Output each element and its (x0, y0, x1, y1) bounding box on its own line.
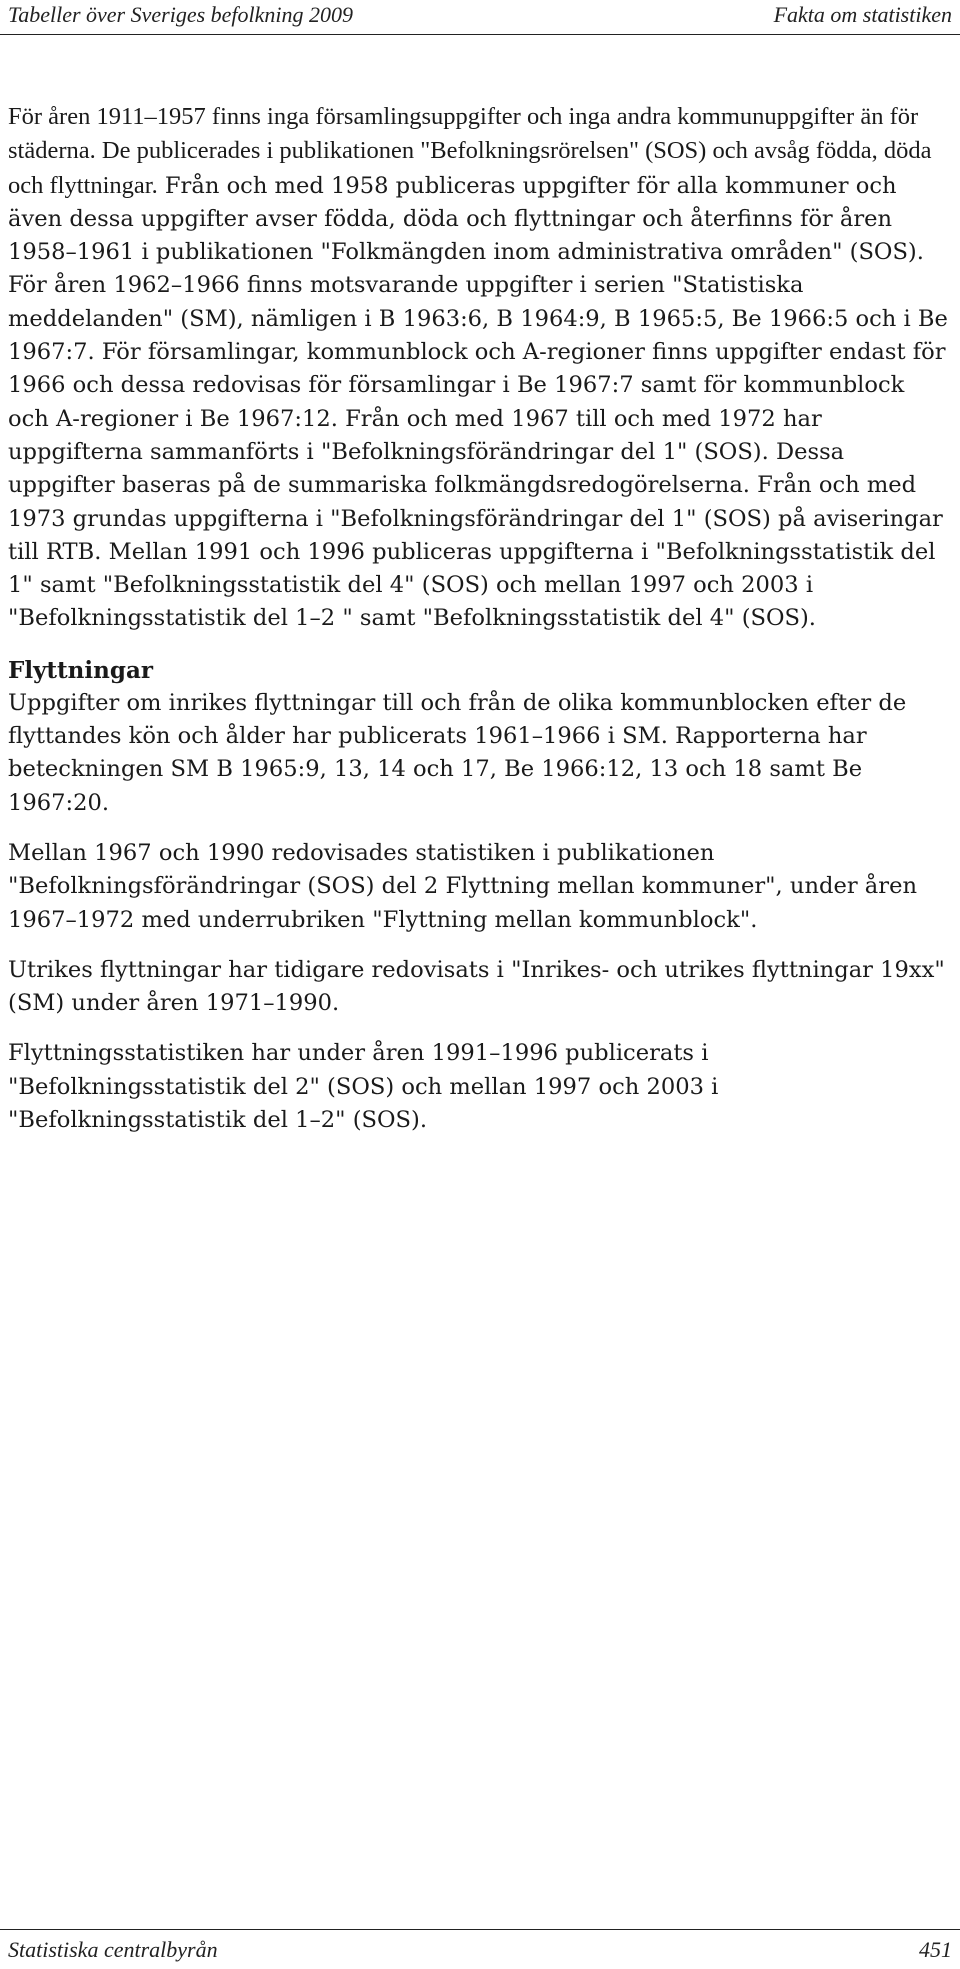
section-paragraph: Utrikes flyttningar har tidigare redovisats i "Inrikes- och utrikes flyttningar 19xx" (SM) under åren 1971–1990. (8, 956, 945, 1017)
section-paragraph: Mellan 1967 och 1990 redovisades statistiken i publikationen "Befolkningsförändringar (SOS) del 2 Flyttning mellan kommuner", under åren 1967–1972 med underrubriken "Flyttning mellan kommunblock". (8, 839, 918, 933)
intro-paragraph (8, 100, 952, 636)
intro-lead-text: För åren 1911–1957 finns inga församlingsuppgifter och inga andra kommunuppgifter än för städerna. De publicerades i publikationen "Befolkningsrörelsen" (SOS) och avsåg födda, döda och flyttningar. (8, 103, 932, 199)
running-footer (8, 1935, 952, 1965)
section-paragraph: Uppgifter om inrikes flyttningar till och från de olika kommunblocken efter de flyttandes kön och ålder har publicerats 1961–1966 i SM. Rapporterna har beteckningen SM B 1965:9, 13, 14 och 17, Be 1966:12, 13 och 18 samt Be 1967:20. (8, 689, 907, 816)
header-section-title: Fakta om statistiken (773, 2, 952, 27)
footer-publisher: Statistiska centralbyrån (8, 1937, 218, 1962)
section-heading-flyttningar: Flyttningar (8, 656, 153, 684)
section-paragraph: Flyttningsstatistiken har under åren 1991–1996 publicerats i "Befolkningsstatistik del 2" (SOS) och mellan 1997 och 2003 i "Befolkningsstatistik del 1–2" (SOS). (8, 1040, 719, 1134)
body-text (8, 100, 952, 1154)
page-number: 451 (919, 1937, 952, 1962)
footer-rule (0, 1929, 960, 1930)
header-publication-title: Tabeller över Sveriges befolkning 2009 (8, 2, 354, 27)
running-header (8, 0, 952, 30)
header-rule (0, 34, 960, 35)
intro-rest-text: Från och med 1958 publiceras uppgifter för alla kommuner och även dessa uppgifter avser födda, döda och flyttningar och återfinns för åren 1958–1961 i publikationen "Folkmängden inom administrativa områden" (SOS). För åren 1962–1966 finns motsvarande uppgifter i serien "Statistiska meddelanden" (SM), nämligen i B 1963:6, B 1964:9, B 1965:5, Be 1966:5 och i Be 1967:7. För församlingar, kommunblock och A-regioner finns uppgifter endast för 1966 och dessa redovisas för församlingar i Be 1967:7 samt för kommunblock och A-regioner i Be 1967:12. Från och med 1967 till och med 1972 har uppgifterna sammanförts i "Befolkningsförändringar del 1" (SOS). Dessa uppgifter baseras på de summariska folkmängdsredogörelserna. Från och med 1973 grundas uppgifterna i "Befolkningsförändringar del 1" (SOS) på aviseringar till RTB. Mellan 1991 och 1996 publiceras uppgifterna i "Befolkningsstatistik del 1" samt "Befolkningsstatistik del 4" (SOS) och mellan 1997 och 2003 i "Befolkningsstatistik del 1–2 " samt "Befolkningsstatistik del 4" (SOS). (8, 172, 948, 632)
